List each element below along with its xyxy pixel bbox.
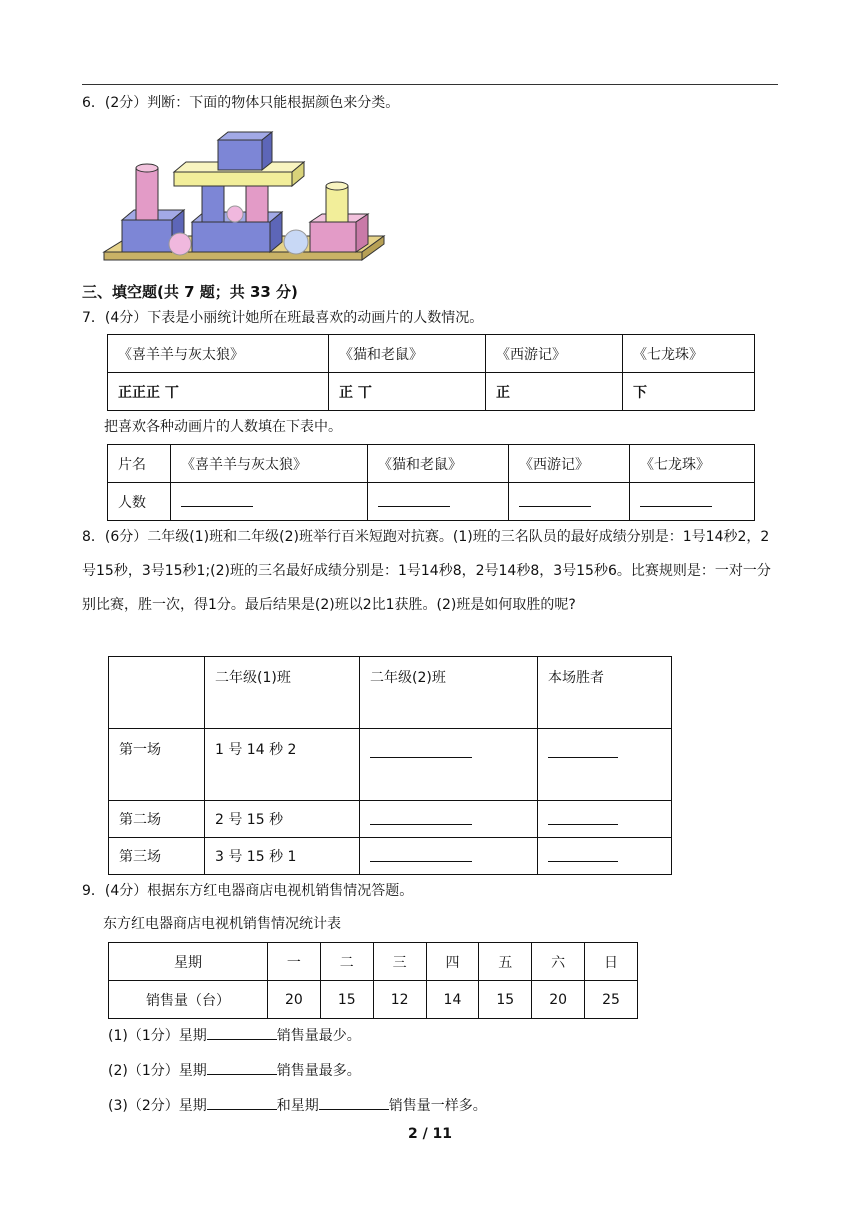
count-table [107, 444, 755, 521]
sub3-prefix: (3)（2分）星期 [108, 1098, 207, 1114]
sales-header: 三 [373, 943, 426, 981]
q9-sub3 [108, 1095, 487, 1116]
answer-blank[interactable] [207, 1095, 277, 1110]
sales-header: 六 [532, 943, 585, 981]
sales-header: 日 [585, 943, 638, 981]
q6-text: 6．(2分）判断：下面的物体只能根据颜色来分类。 [82, 95, 400, 111]
race-label: 第二场 [109, 801, 205, 838]
count-header: 《喜羊羊与灰太狼》 [171, 445, 368, 483]
race-header: 二年级(2)班 [360, 657, 538, 729]
tally-cell: 正 [486, 373, 623, 411]
section-title: 三、填空题(共 7 题；共 33 分) [82, 283, 298, 301]
race-label: 第一场 [109, 729, 205, 801]
tally-cell: 正正正 丅 [108, 373, 329, 411]
tally-header: 《七龙珠》 [623, 335, 755, 373]
tally-cell: 下 [623, 373, 755, 411]
sales-value: 20 [268, 981, 321, 1019]
sales-value: 14 [426, 981, 479, 1019]
blocks-illustration [100, 128, 386, 270]
sales-value: 12 [373, 981, 426, 1019]
race-class1: 2 号 15 秒 [205, 801, 360, 838]
sales-value: 15 [479, 981, 532, 1019]
count-header: 《西游记》 [509, 445, 630, 483]
q9-table-title: 东方红电器商店电视机销售情况统计表 [103, 916, 341, 932]
answer-blank[interactable] [207, 1025, 277, 1040]
race-label: 第三场 [109, 838, 205, 875]
sub2-prefix: (2)（1分）星期 [108, 1063, 207, 1079]
answer-blank[interactable] [319, 1095, 389, 1110]
tally-header: 《喜羊羊与灰太狼》 [108, 335, 329, 373]
count-label: 人数 [108, 483, 171, 521]
q7-text: 7．(4分）下表是小丽统计她所在班最喜欢的动画片的人数情况。 [82, 310, 484, 326]
sales-table [108, 942, 638, 1019]
q9-text: 9．(4分）根据东方红电器商店电视机销售情况答题。 [82, 883, 414, 899]
sales-value: 20 [532, 981, 585, 1019]
sub2-suffix: 销售量最多。 [276, 1063, 361, 1079]
tally-table [107, 334, 755, 411]
answer-blank[interactable] [360, 729, 538, 801]
answer-blank[interactable] [368, 483, 509, 521]
count-header: 《七龙珠》 [630, 445, 755, 483]
q7-instruction: 把喜欢各种动画片的人数填在下表中。 [104, 419, 342, 435]
sales-header: 二 [320, 943, 373, 981]
count-header: 《猫和老鼠》 [368, 445, 509, 483]
count-header: 片名 [108, 445, 171, 483]
answer-blank[interactable] [360, 801, 538, 838]
answer-blank[interactable] [538, 801, 672, 838]
sales-header: 五 [479, 943, 532, 981]
race-header [109, 657, 205, 729]
q9-sub2 [108, 1060, 361, 1081]
answer-blank[interactable] [207, 1060, 277, 1075]
page-number: 2 / 11 [407, 1126, 453, 1142]
q9-sub1 [108, 1025, 361, 1046]
sales-header: 星期 [109, 943, 268, 981]
q8-text: 8．(6分）二年级(1)班和二年级(2)班举行百米短跑对抗赛。(1)班的三名队员的最好成绩分别是：1号14秒2，2号15秒，3号15秒1;(2)班的三名最好成绩分别是：1号14秒8，2号14秒8，3号15秒6。比赛规则是：一对一分别比赛，胜一次，得1分。最后结果是(2)班以2比1获胜。(2)班是如何取胜的呢? [82, 529, 771, 613]
sales-label: 销售量（台） [109, 981, 268, 1019]
sales-header: 一 [268, 943, 321, 981]
header-rule [82, 84, 778, 85]
answer-blank[interactable] [538, 838, 672, 875]
tally-header: 《猫和老鼠》 [329, 335, 486, 373]
tally-header: 《西游记》 [486, 335, 623, 373]
race-table [108, 656, 672, 875]
sales-value: 25 [585, 981, 638, 1019]
answer-blank[interactable] [360, 838, 538, 875]
sales-value: 15 [320, 981, 373, 1019]
answer-blank[interactable] [171, 483, 368, 521]
sub3-suffix: 销售量一样多。 [388, 1098, 487, 1114]
tally-cell: 正 丅 [329, 373, 486, 411]
sub1-prefix: (1)（1分）星期 [108, 1028, 207, 1044]
sub3-mid: 和星期 [276, 1098, 319, 1114]
sub1-suffix: 销售量最少。 [276, 1028, 361, 1044]
answer-blank[interactable] [630, 483, 755, 521]
race-header: 二年级(1)班 [205, 657, 360, 729]
sales-header: 四 [426, 943, 479, 981]
answer-blank[interactable] [509, 483, 630, 521]
race-header: 本场胜者 [538, 657, 672, 729]
race-class1: 3 号 15 秒 1 [205, 838, 360, 875]
answer-blank[interactable] [538, 729, 672, 801]
race-class1: 1 号 14 秒 2 [205, 729, 360, 801]
